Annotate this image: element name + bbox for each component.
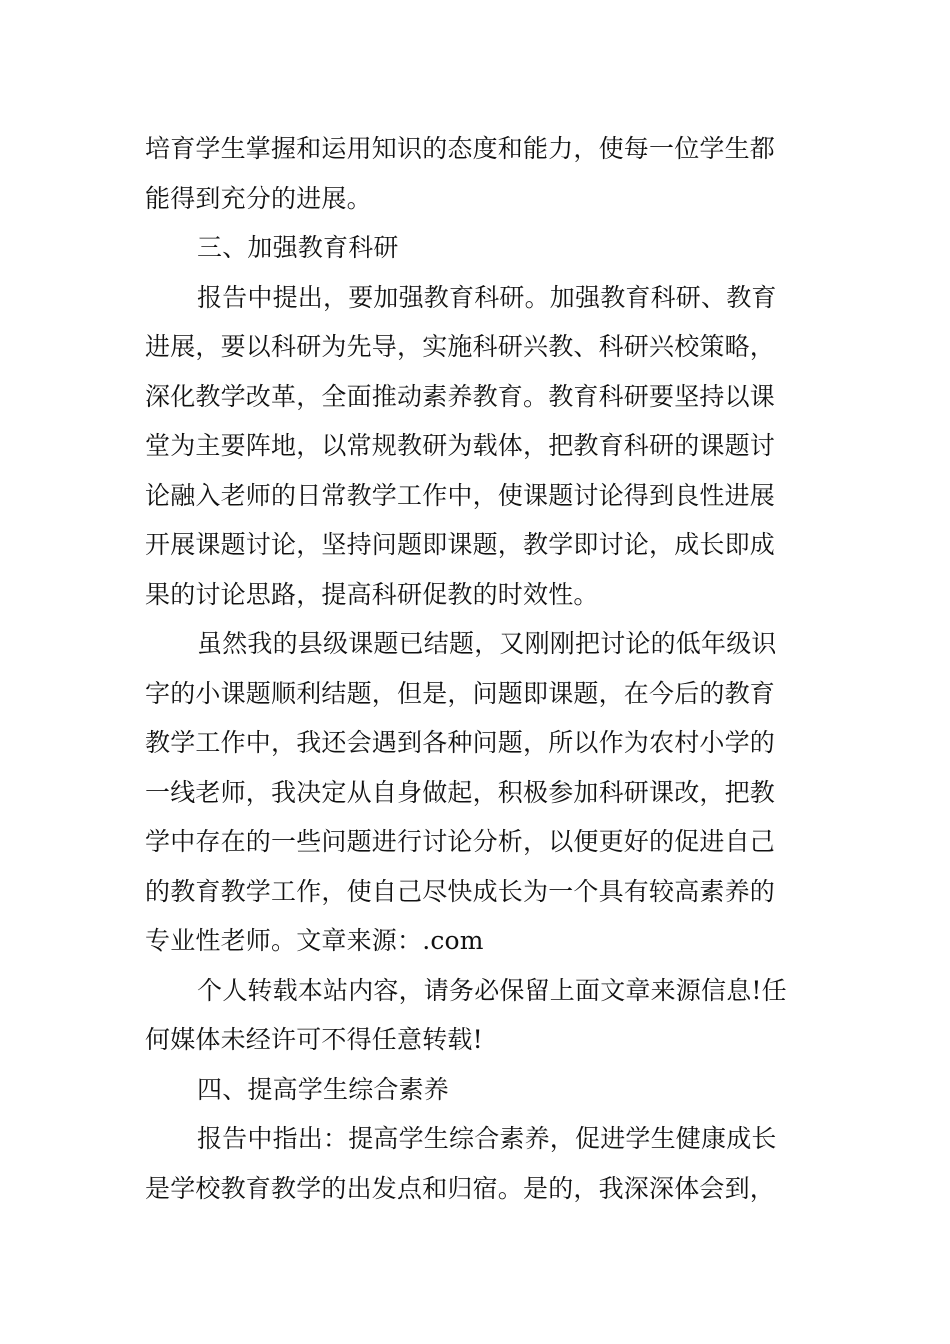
text-line: 论融入老师的日常教学工作中，使课题讨论得到良性进展 <box>145 480 776 510</box>
text-line: 虽然我的县级课题已结题，又刚刚把讨论的低年级识 <box>197 629 777 658</box>
text-line: 学中存在的一些问题进行讨论分析，以便更好的促进自己 <box>145 827 776 856</box>
text-line: 报告中提出，要加强教育科研。加强教育科研、教育 <box>197 282 777 312</box>
text-line: 个人转载本站内容，请务必保留上面文章来源信息!任 <box>197 975 787 1005</box>
text-line: 教学工作中，我还会遇到各种问题，所以作为农村小学的 <box>145 728 776 757</box>
text-line: 专业性老师。文章来源：.com <box>145 926 484 955</box>
text-line: 进展，要以科研为先导，实施科研兴教、科研兴校策略， <box>145 332 776 361</box>
text-line: 深化教学改革，全面推动素养教育。教育科研要坚持以课 <box>145 381 776 411</box>
text-line: 果的讨论思路，提高科研促教的时效性。 <box>145 579 599 609</box>
text-line: 四、提高学生综合素养 <box>197 1074 450 1104</box>
text-line: 三、加强教育科研 <box>197 233 399 262</box>
text-line: 一线老师，我决定从自身做起，积极参加科研课改，把教 <box>145 777 776 807</box>
text-line: 开展课题讨论，坚持问题即课题，教学即讨论，成长即成 <box>145 530 776 559</box>
text-line: 何媒体未经许可不得任意转载! <box>145 1025 483 1054</box>
text-line: 培育学生掌握和运用知识的态度和能力，使每一位学生都 <box>145 134 776 163</box>
text-line: 是学校教育教学的出发点和归宿。是的，我深深体会到， <box>145 1173 776 1203</box>
text-line: 字的小课题顺利结题，但是，问题即课题，在今后的教育 <box>145 678 776 708</box>
text-line: 堂为主要阵地，以常规教研为载体，把教育科研的课题讨 <box>145 431 776 460</box>
text-line: 能得到充分的进展。 <box>145 183 372 213</box>
text-line: 的教育教学工作，使自己尽快成长为一个具有较高素养的 <box>145 876 776 906</box>
document-body <box>145 124 807 1213</box>
text-line: 报告中指出：提高学生综合素养，促进学生健康成长 <box>197 1124 777 1153</box>
